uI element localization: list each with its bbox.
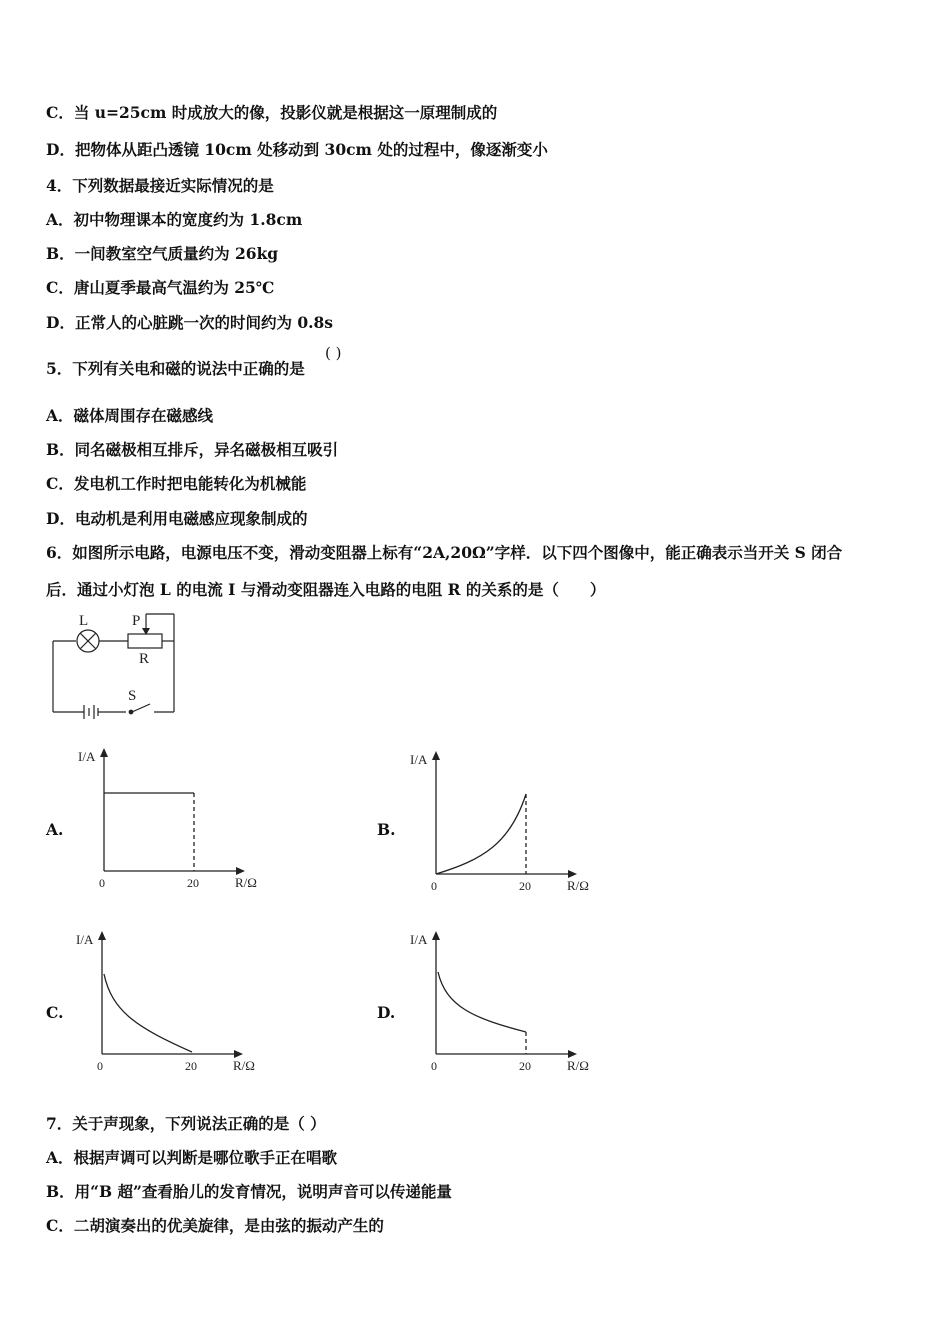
q5-stem: 5．下列有关电和磁的说法中正确的是 (46, 359, 305, 378)
q4-stem: 4．下列数据最接近实际情况的是 (46, 176, 274, 195)
q5-answer-paren: ( ) (325, 344, 342, 362)
q5-option-a: A．磁体周围存在磁感线 (46, 406, 214, 425)
q7-option-c: C．二胡演奏出的优美旋律，是由弦的振动产生的 (46, 1216, 384, 1235)
graph-b-x-tick: 20 (519, 879, 531, 893)
graph-d-y-label: I/A (410, 932, 428, 947)
graph-c-x-label: R/Ω (233, 1058, 255, 1073)
q5-option-c: C．发电机工作时把电能转化为机械能 (46, 474, 307, 493)
graph-d-label: D. (377, 1003, 396, 1022)
switch-label: S (128, 688, 137, 704)
q6-stem-line1: 6．如图所示电路，电源电压不变，滑动变阻器上标有“2A,20Ω”字样．以下四个图像中，能正确表示当开关 S 闭合 (46, 543, 843, 562)
graph-a-x-label: R/Ω (235, 875, 257, 890)
graph-c-label: C. (46, 1003, 64, 1022)
resistor-label: R (139, 651, 150, 667)
q7-option-a: A．根据声调可以判断是哪位歌手正在唱歌 (46, 1148, 338, 1167)
graph-a-label: A. (46, 820, 64, 839)
resistor-symbol (128, 634, 162, 648)
graph-b-label: B. (377, 820, 396, 839)
graph-a-y-label: I/A (78, 749, 96, 764)
q5-option-d: D．电动机是利用电磁感应现象制成的 (46, 509, 308, 528)
q4-option-d: D．正常人的心脏跳一次的时间约为 0.8s (46, 313, 334, 332)
graph-c (68, 928, 268, 1078)
graph-b-origin: 0 (431, 879, 437, 893)
graph-d-curve (438, 972, 526, 1032)
graph-a (70, 745, 270, 895)
q7-option-b: B．用“B 超”查看胎儿的发育情况，说明声音可以传递能量 (46, 1182, 452, 1201)
graph-c-x-tick: 20 (185, 1059, 197, 1073)
graph-a-x-tick: 20 (187, 876, 199, 890)
graph-a-origin: 0 (99, 876, 105, 890)
q4-option-b: B．一间教室空气质量约为 26kg (46, 244, 279, 263)
circuit-diagram (46, 608, 186, 720)
graph-b-y-label: I/A (410, 752, 428, 767)
q4-option-c: C．唐山夏季最高气温约为 25℃ (46, 278, 275, 297)
graph-b (402, 748, 602, 898)
graph-b-curve (436, 794, 526, 874)
graph-d-x-tick: 20 (519, 1059, 531, 1073)
q6-stem-line2: 后．通过小灯泡 L 的电流 I 与滑动变阻器连入电路的电阻 R 的关系的是（ ） (46, 580, 606, 599)
q3-option-d: D．把物体从距凸透镜 10cm 处移动到 30cm 处的过程中，像逐渐变小 (46, 140, 548, 159)
q3-option-c: C．当 u=25cm 时成放大的像，投影仪就是根据这一原理制成的 (46, 103, 498, 122)
graph-d (402, 928, 602, 1078)
graph-c-curve (104, 974, 192, 1052)
slider-label: P (132, 613, 141, 629)
graph-d-x-label: R/Ω (567, 1058, 589, 1073)
graph-c-y-label: I/A (76, 932, 94, 947)
q7-stem: 7．关于声现象，下列说法正确的是（ ） (46, 1114, 326, 1133)
q5-option-b: B．同名磁极相互排斥，异名磁极相互吸引 (46, 440, 339, 459)
graph-d-origin: 0 (431, 1059, 437, 1073)
lamp-label: L (79, 613, 89, 629)
q4-option-a: A．初中物理课本的宽度约为 1.8cm (46, 210, 303, 229)
graph-c-origin: 0 (97, 1059, 103, 1073)
graph-b-x-label: R/Ω (567, 878, 589, 893)
